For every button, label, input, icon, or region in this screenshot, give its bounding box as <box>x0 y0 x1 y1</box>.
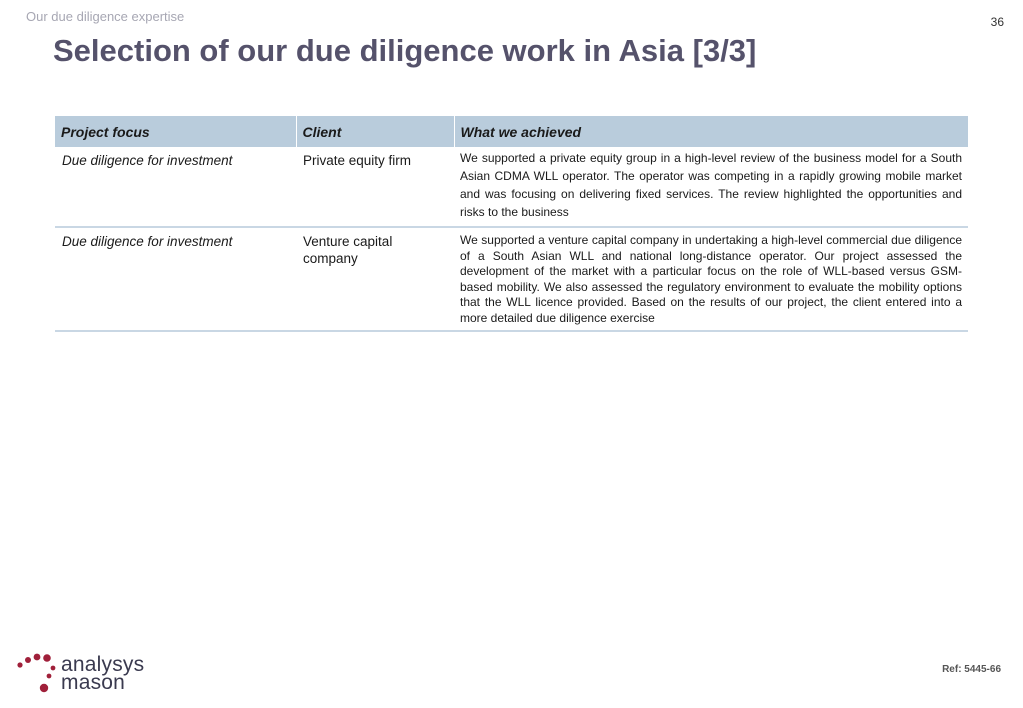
client-cell: Private equity firm <box>296 147 454 227</box>
table-row <box>55 147 968 227</box>
column-header-what-we-achieved: What we achieved <box>454 116 968 147</box>
logo-dots-icon <box>16 651 60 695</box>
reference-number: Ref: 5445-66 <box>942 664 1001 675</box>
due-diligence-table <box>55 116 968 332</box>
column-header-client: Client <box>296 116 454 147</box>
table-row <box>55 227 968 331</box>
project-focus-cell: Due diligence for investment <box>55 227 296 331</box>
page-title: Selection of our due diligence work in Asia [3/3] <box>53 33 757 68</box>
project-focus-cell: Due diligence for investment <box>55 147 296 227</box>
achieved-cell: We supported a venture capital company in undertaking a high-level commercial due diligence of a South Asian WLL and national long-distance operator. Our project assessed the development of the market with a particular focus on the role of WLL-based versus GSM-based mobility. We also assessed the regulatory environment to evaluate the mobility options that the WLL licence provided. Based on the results of our project, the client entered into a more detailed due diligence exercise <box>454 227 968 331</box>
achieved-cell: We supported a private equity group in a high-level review of the business model for a South Asian CDMA WLL operator. The operator was competing in a rapidly growing mobile market and was focusing on delivering fixed services. The review highlighted the opportunities and risks to the business <box>454 147 968 227</box>
logo-word-mason: mason <box>61 671 126 694</box>
section-label: Our due diligence expertise <box>26 9 185 24</box>
table-header-row <box>55 116 968 147</box>
client-cell: Venture capital company <box>296 227 454 331</box>
page-number: 36 <box>990 15 1004 29</box>
analysys-mason-logo <box>16 651 156 697</box>
column-header-project-focus: Project focus <box>55 116 296 147</box>
logo-word-analysys: analysys <box>61 653 145 676</box>
